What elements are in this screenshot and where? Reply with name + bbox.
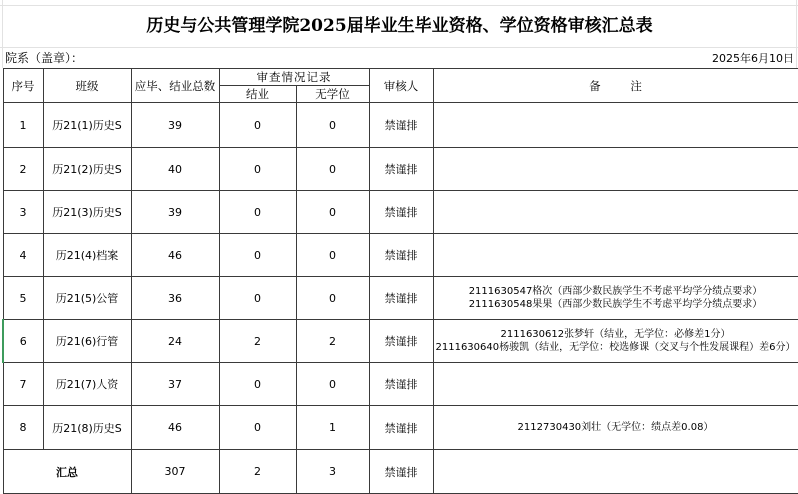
total-cell[interactable]: 46 [131, 406, 219, 450]
reviewer-cell[interactable]: 禁谨排 [369, 277, 433, 320]
remarks-line: 2111630547格次（西部少数民族学生不考虑平均学分绩点要求） [468, 286, 763, 297]
summary-completion-cell[interactable]: 2 [219, 450, 296, 494]
remarks-line: 2112730430刘壮（无学位：绩点差0.08） [517, 422, 714, 433]
seq-cell[interactable]: 2 [3, 148, 43, 191]
reviewer-cell[interactable]: 禁谨排 [369, 191, 433, 234]
no-degree-count-cell[interactable]: 2 [296, 320, 369, 363]
reviewer-cell[interactable]: 禁谨排 [369, 363, 433, 406]
sheet-title[interactable]: 历史与公共管理学院2025届毕业生毕业资格、学位资格审核汇总表 [146, 16, 653, 36]
completion-count-cell[interactable]: 0 [219, 406, 296, 450]
class-cell[interactable]: 历21(8)历史S [43, 406, 131, 450]
header-class[interactable]: 班级 [43, 69, 131, 103]
class-cell[interactable]: 历21(2)历史S [43, 148, 131, 191]
seq-cell[interactable]: 6 [3, 320, 43, 363]
remarks-cell[interactable] [433, 277, 798, 320]
no-degree-count-cell[interactable]: 1 [296, 406, 369, 450]
table-row [3, 406, 798, 450]
no-degree-count-cell[interactable]: 0 [296, 234, 369, 277]
table-row [3, 103, 798, 148]
remarks-cell[interactable] [433, 320, 798, 363]
remarks-cell[interactable] [433, 363, 798, 406]
table-row [3, 148, 798, 191]
no-degree-count-cell[interactable]: 0 [296, 277, 369, 320]
sheet-gridline [0, 47, 798, 48]
reviewer-cell[interactable]: 禁谨排 [369, 234, 433, 277]
total-cell[interactable]: 39 [131, 191, 219, 234]
remarks-cell[interactable] [433, 406, 798, 450]
header-seq[interactable]: 序号 [3, 69, 43, 103]
remarks-cell[interactable] [433, 234, 798, 277]
report-date[interactable]: 2025年6月10日 [712, 52, 794, 65]
seq-cell[interactable]: 5 [3, 277, 43, 320]
header-remarks[interactable]: 备 注 [433, 69, 798, 103]
total-cell[interactable]: 37 [131, 363, 219, 406]
total-cell[interactable]: 36 [131, 277, 219, 320]
remarks-line: 2111630612张梦轩（结业，无学位：必修差1分） [500, 329, 731, 340]
reviewer-cell[interactable]: 禁谨排 [369, 103, 433, 148]
summary-row [3, 450, 798, 494]
reviewer-cell[interactable]: 禁谨排 [369, 148, 433, 191]
completion-count-cell[interactable]: 0 [219, 148, 296, 191]
remarks-cell[interactable] [433, 103, 798, 148]
table-row [3, 191, 798, 234]
summary-no-degree-cell[interactable]: 3 [296, 450, 369, 494]
remarks-line: 2111630548果果（西部少数民族学生不考虑平均学分绩点要求） [468, 299, 763, 310]
reviewer-cell[interactable]: 禁谨排 [369, 320, 433, 363]
no-degree-count-cell[interactable]: 0 [296, 363, 369, 406]
summary-reviewer-cell[interactable]: 禁谨排 [369, 450, 433, 494]
seq-cell[interactable]: 1 [3, 103, 43, 148]
class-cell[interactable]: 历21(5)公管 [43, 277, 131, 320]
class-cell[interactable]: 历21(6)行管 [43, 320, 131, 363]
remarks-line: 2111630640杨骏凯（结业，无学位：校选修课（交叉与个性发展课程）差6分） [435, 342, 796, 353]
review-summary-table [2, 68, 798, 494]
completion-count-cell[interactable]: 0 [219, 191, 296, 234]
no-degree-count-cell[interactable]: 0 [296, 191, 369, 234]
no-degree-count-cell[interactable]: 0 [296, 103, 369, 148]
header-review-record[interactable]: 审查情况记录 [219, 69, 369, 86]
summary-remarks-cell[interactable] [433, 450, 798, 494]
class-cell[interactable]: 历21(7)人资 [43, 363, 131, 406]
total-cell[interactable]: 24 [131, 320, 219, 363]
table-row [3, 363, 798, 406]
header-completion[interactable]: 结业 [219, 86, 296, 103]
class-cell[interactable]: 历21(3)历史S [43, 191, 131, 234]
completion-count-cell[interactable]: 0 [219, 363, 296, 406]
seq-cell[interactable]: 3 [3, 191, 43, 234]
summary-total-cell[interactable]: 307 [131, 450, 219, 494]
total-cell[interactable]: 40 [131, 148, 219, 191]
completion-count-cell[interactable]: 0 [219, 234, 296, 277]
reviewer-cell[interactable]: 禁谨排 [369, 406, 433, 450]
remarks-cell[interactable] [433, 148, 798, 191]
table-row [3, 234, 798, 277]
no-degree-count-cell[interactable]: 0 [296, 148, 369, 191]
remarks-cell[interactable] [433, 191, 798, 234]
completion-count-cell[interactable]: 0 [219, 103, 296, 148]
header-reviewer[interactable]: 审核人 [369, 69, 433, 103]
table-row [3, 277, 798, 320]
class-cell[interactable]: 历21(4)档案 [43, 234, 131, 277]
seq-cell[interactable]: 4 [3, 234, 43, 277]
total-cell[interactable]: 39 [131, 103, 219, 148]
completion-count-cell[interactable]: 0 [219, 277, 296, 320]
class-cell[interactable]: 历21(1)历史S [43, 103, 131, 148]
completion-count-cell[interactable]: 2 [219, 320, 296, 363]
seq-cell[interactable]: 8 [3, 406, 43, 450]
header-no-degree[interactable]: 无学位 [296, 86, 369, 103]
table-row [3, 320, 798, 363]
header-total[interactable]: 应毕、结业总数 [131, 69, 219, 103]
total-cell[interactable]: 46 [131, 234, 219, 277]
header-row [3, 69, 798, 86]
summary-label[interactable]: 汇总 [3, 450, 131, 494]
seq-cell[interactable]: 7 [3, 363, 43, 406]
department-stamp-label[interactable]: 院系（盖章）： [5, 51, 84, 65]
